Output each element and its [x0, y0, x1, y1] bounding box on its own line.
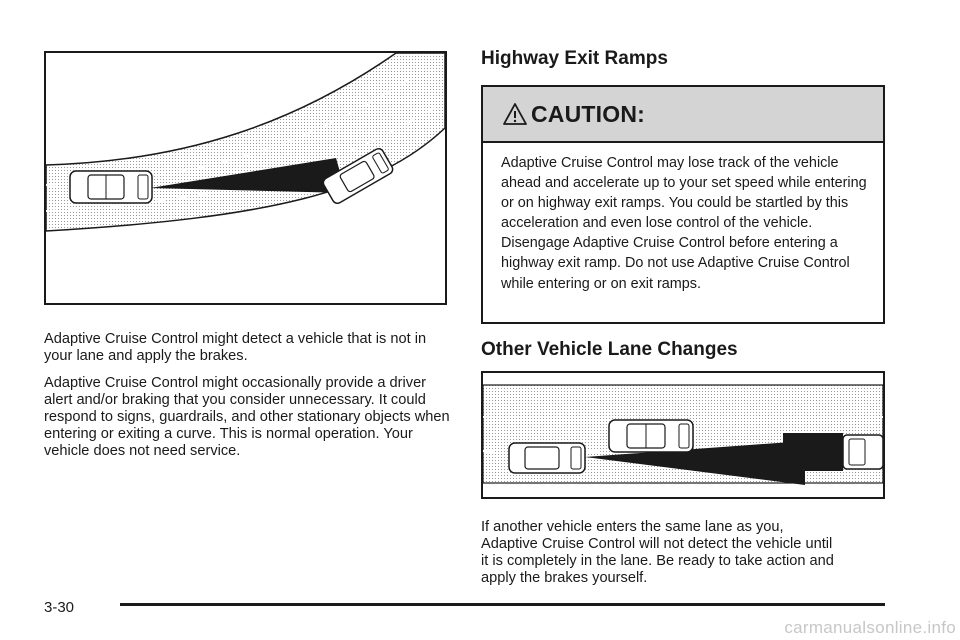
heading-highway-exit-ramps: Highway Exit Ramps — [481, 48, 668, 69]
lane-change-illustration — [481, 371, 885, 499]
caution-text: Adaptive Cruise Control may lose track of the vehicle ahead and accelerate up to your set speed while entering or on highway exit ramps. You could be startled by this acceleration and even lose control of the vehicle. Disengage Adaptive Cruise Control before entering a highway exit ramp. Do not use Adaptive Cruise Control while entering or on exit ramps. — [501, 155, 867, 292]
watermark-text: carmanualsonline.info — [784, 618, 956, 637]
page-number: 3-30 — [44, 599, 75, 616]
curve-illustration-svg — [46, 53, 445, 303]
warning-triangle-icon — [503, 102, 527, 126]
paragraph-false-detection: Adaptive Cruise Control might detect a vehicle that is not in your lane and apply the brakes. — [44, 331, 427, 364]
host-car-icon — [70, 171, 152, 203]
caution-title: CAUTION: — [531, 100, 646, 127]
heading-other-vehicle-lane-changes: Other Vehicle Lane Changes — [481, 339, 738, 360]
paragraph-unnecessary-alerts: Adaptive Cruise Control might occasionally provide a driver alert and/or braking that you consider unnecessary. It could respond to signs, guardrails, and other stationary objects when entering or exiting a curve. This is normal operation. Your vehicle does not need service. — [44, 375, 450, 459]
truck-icon — [783, 433, 883, 471]
host-car-icon — [509, 443, 585, 473]
lane-change-illustration-svg — [483, 373, 883, 497]
caution-header — [483, 87, 883, 143]
merging-car-icon — [609, 420, 693, 452]
curved-road — [46, 53, 445, 231]
caution-box — [481, 85, 885, 324]
paragraph-lane-change-warning: If another vehicle enters the same lane as you, Adaptive Cruise Control will not detect the vehicle until it is completely in the lane. Be ready to take action and apply the brakes yourself. — [481, 519, 834, 586]
footer-rule — [120, 603, 885, 606]
curve-illustration — [44, 51, 447, 305]
left-text-column — [44, 331, 452, 460]
